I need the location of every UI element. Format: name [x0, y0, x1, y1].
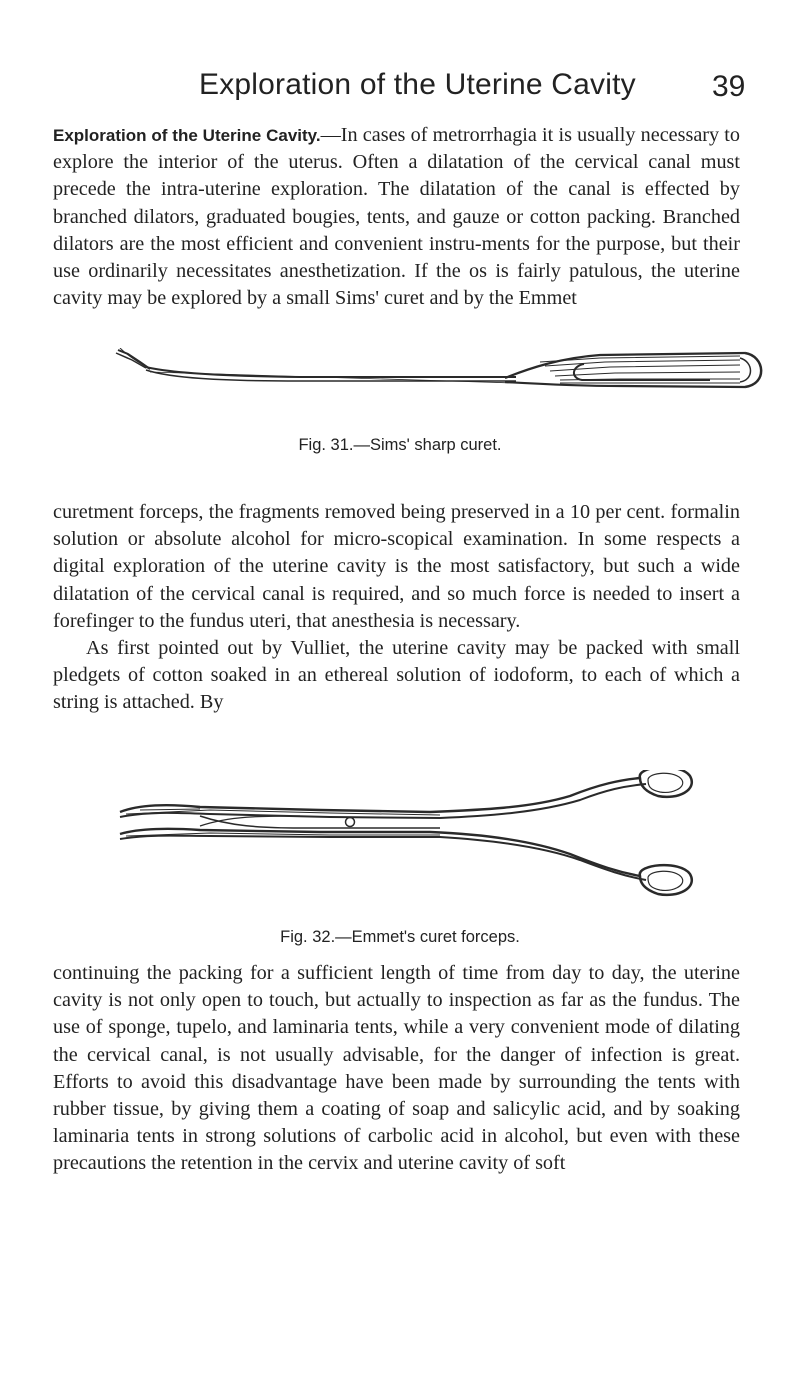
paragraph-vulliet: As first pointed out by Vulliet, the uterine cavity may be packed with small pledgets of cotton soaked in an ethereal solution of iodoform, to each of which a string is attached. By: [53, 637, 740, 714]
paragraph-packing: continuing the packing for a sufficient length of time from day to day, the uterine cavity is not only open to touch, but actually to inspection as far as the fundus. The use of sponge, tupelo, and laminaria tents, while a very convenient mode of dilating the cervical canal, is not usually advisable, for the danger of infection is great. Efforts to avoid this disadvantage have been made by surrounding the tents with rubber tissue, by giving them a coating of soap and salicylic acid, and by soaking laminaria tents in strong solutions of carbolic acid in alcohol, but even with these precautions the retention in the cervix and uterine cavity of soft: [53, 962, 740, 1175]
figure-emmet-forceps: [0, 770, 800, 970]
figure-31-caption: Fig. 31.—Sims' sharp curet.: [298, 436, 502, 454]
page-number: 39: [712, 70, 746, 103]
run-in-heading: Exploration of the Uterine Cavity.: [53, 126, 321, 145]
paragraph-text: —In cases of metrorrhagia it is usually necessary to explore the interior of the uterus. Often a dilatation of the cervical canal must precede the intra-uterine exploration. The dilatation of the canal is effected by branched dilators, graduated bougies, tents, and gauze or cotton packing. Branched dilators are the most efficient and convenient instru-ments for the purpose, but their use ordinarily necessitates anesthetization. If the os is fairly patulous, the uterine cavity may be explored by a small Sims' curet and by the Emmet: [53, 124, 740, 310]
paragraph-curetment: curetment forceps, the fragments removed being preserved in a 10 per cent. formalin solution or absolute alcohol for micro-scopical examination. In some respects a digital exploration of the uterine cavity is the most satisfactory, but such a wide dilatation of the cervical canal is required, and so much force is needed to insert a forefinger to the fundus uteri, that anesthesia is necessary.: [53, 501, 740, 632]
running-title: Exploration of the Uterine Cavity: [199, 68, 636, 101]
text-block-middle: [53, 499, 740, 717]
figure-32-caption: Fig. 32.—Emmet's curet forceps.: [280, 928, 520, 946]
figure-sims-curet: [0, 348, 800, 468]
running-head: [0, 68, 800, 112]
sims-curet-illustration: [0, 348, 800, 428]
emmet-forceps-illustration: [0, 770, 800, 920]
paragraph-exploration: [53, 122, 740, 312]
text-block-bottom: [53, 960, 740, 1178]
text-block-top: [53, 122, 740, 312]
